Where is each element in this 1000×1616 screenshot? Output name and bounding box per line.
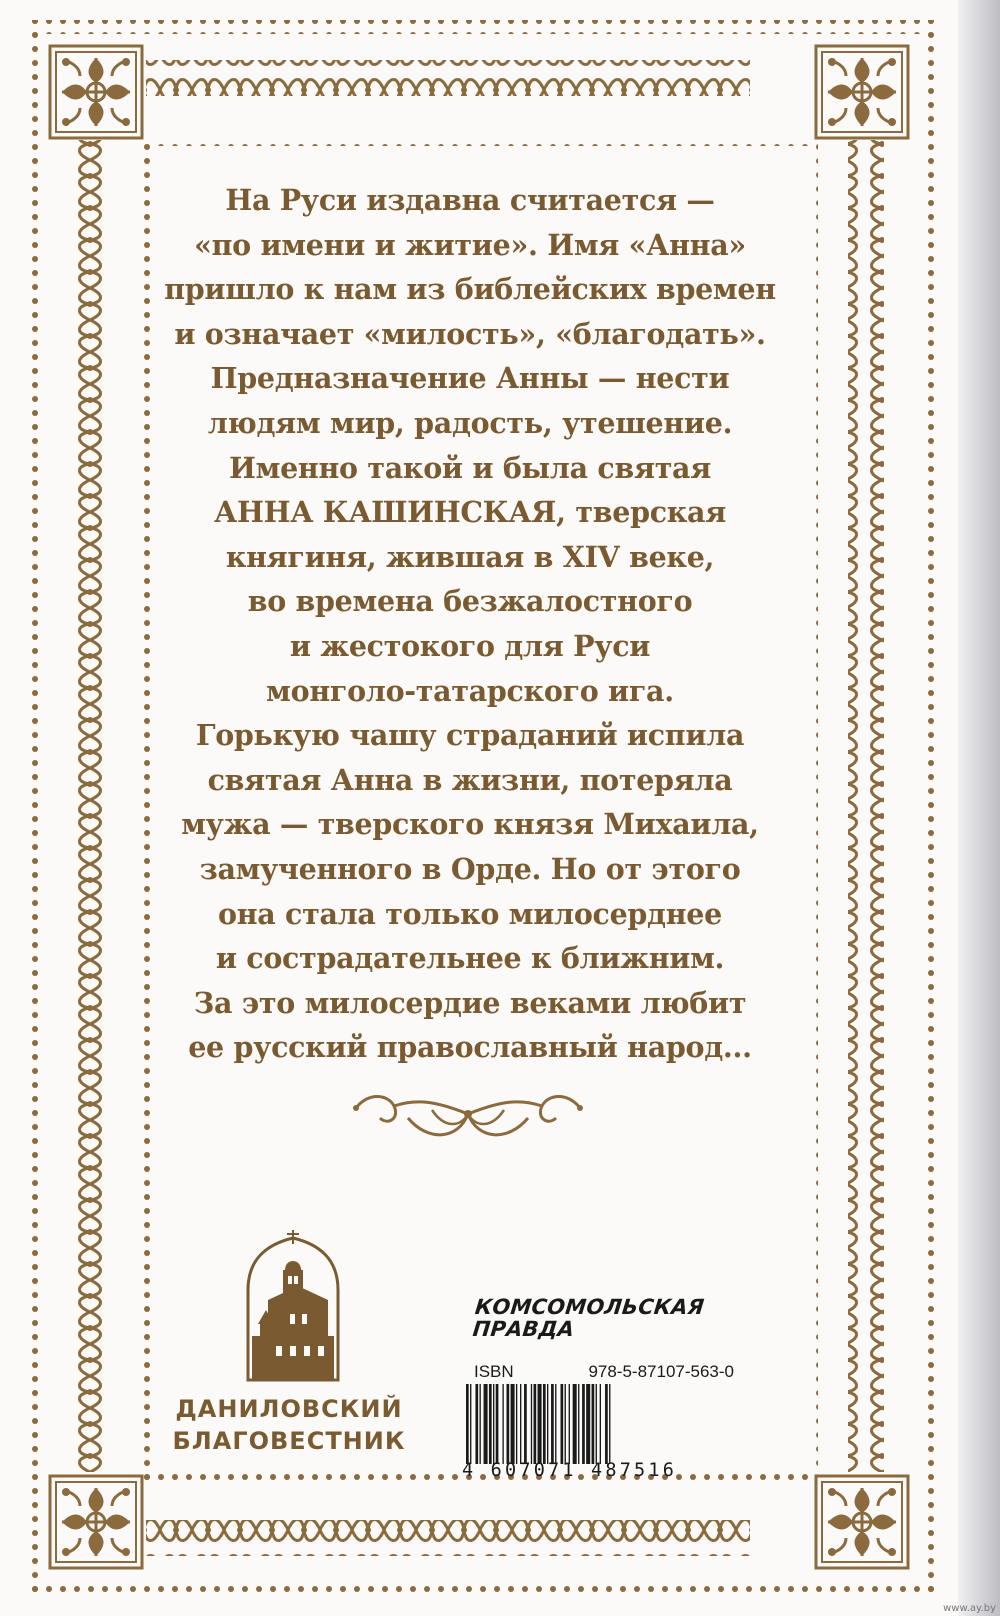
barcode-bar bbox=[582, 1384, 585, 1464]
barcode-digits: 4 607071 487516 bbox=[462, 1460, 678, 1481]
barcode-bar bbox=[547, 1384, 548, 1464]
barcode-bar bbox=[565, 1384, 566, 1464]
publisher-name-line2: БЛАГОВЕСТНИК bbox=[172, 1427, 406, 1455]
blurb-line: святая Анна в жизни, потеряла bbox=[207, 762, 733, 797]
blurb-line: и жестокого для Руси bbox=[289, 628, 651, 663]
partner-logo-line2: ПРАВДА bbox=[471, 1317, 576, 1341]
barcode-bar bbox=[569, 1384, 570, 1464]
barcode-bar bbox=[466, 1384, 469, 1464]
partner-logo bbox=[472, 1296, 737, 1340]
blurb-line: Именно такой и была святая bbox=[229, 450, 711, 485]
saint-name: АННА КАШИНСКАЯ bbox=[214, 495, 557, 530]
flourish-ornament bbox=[348, 1078, 588, 1150]
barcode-bar bbox=[511, 1384, 515, 1464]
publisher-name-line1: ДАНИЛОВСКИЙ bbox=[175, 1395, 403, 1423]
partner-logo-line1: КОМСОМОЛЬСКАЯ bbox=[473, 1295, 706, 1319]
barcode-bar bbox=[551, 1384, 554, 1464]
blurb-line: ее русский православный народ... bbox=[188, 1030, 752, 1065]
blurb-line: Предназначение Анны — нести bbox=[210, 361, 730, 396]
back-cover-blurb bbox=[150, 178, 790, 1070]
blurb-line: На Руси издавна считается — bbox=[225, 183, 715, 217]
barcode-bar bbox=[516, 1384, 517, 1464]
barcode-bar bbox=[484, 1384, 488, 1464]
barcode-bar bbox=[555, 1384, 556, 1464]
barcode-bar bbox=[543, 1384, 546, 1464]
blurb-line: и означает «милость», «благодать». bbox=[174, 316, 766, 351]
barcode-bar bbox=[578, 1384, 579, 1464]
barcode-bar bbox=[475, 1384, 478, 1464]
blurb-line: княгиня, жившая в XIV веке, bbox=[225, 539, 715, 574]
barcode-bar bbox=[489, 1384, 492, 1464]
barcode-bar bbox=[600, 1384, 601, 1464]
barcode-bar bbox=[609, 1384, 610, 1464]
blurb-line: Горькую чашу страданий испила bbox=[195, 718, 745, 753]
barcode-bar bbox=[586, 1384, 590, 1464]
isbn-number: 978-5-87107-563-0 bbox=[588, 1362, 734, 1381]
blurb-line: людям мир, радость, утешение. bbox=[207, 405, 733, 440]
barcode-bar bbox=[520, 1384, 521, 1464]
book-edge bbox=[958, 0, 1000, 1616]
blurb-line: она стала только милосерднее bbox=[218, 896, 722, 931]
barcode bbox=[462, 1384, 724, 1464]
barcode-bar bbox=[592, 1384, 595, 1464]
barcode-bar bbox=[507, 1384, 510, 1464]
publisher-logo-church-icon bbox=[238, 1230, 348, 1390]
blurb-line-with-name: АННА КАШИНСКАЯ, тверская bbox=[214, 495, 726, 530]
isbn bbox=[474, 1362, 734, 1382]
barcode-bar bbox=[561, 1384, 564, 1464]
barcode-bar bbox=[534, 1384, 537, 1464]
blurb-line: пришло к нам из библейских времен bbox=[164, 272, 776, 307]
barcode-bar bbox=[470, 1384, 471, 1464]
barcode-bar bbox=[502, 1384, 503, 1464]
blurb-line: и сострадательнее к ближним. bbox=[215, 941, 725, 976]
blurb-line: монголо-татарского ига. bbox=[266, 673, 674, 708]
barcode-bar bbox=[573, 1384, 577, 1464]
barcode-bar bbox=[496, 1384, 499, 1464]
publisher-name bbox=[155, 1393, 423, 1457]
barcode-bar bbox=[524, 1384, 527, 1464]
barcode-bar bbox=[596, 1384, 597, 1464]
blurb-line: мужа — тверского князя Михаила, bbox=[181, 807, 759, 842]
barcode-bar bbox=[531, 1384, 532, 1464]
blurb-line: За это милосердие веками любит bbox=[193, 985, 747, 1020]
barcode-bar bbox=[538, 1384, 542, 1464]
isbn-label: ISBN bbox=[474, 1362, 514, 1381]
watermark: www.ay.by bbox=[943, 1603, 996, 1614]
blurb-line: во времена безжалостного bbox=[247, 584, 693, 619]
barcode-bar bbox=[480, 1384, 481, 1464]
barcode-bar bbox=[605, 1384, 608, 1464]
blurb-line-tail: тверская bbox=[575, 495, 726, 530]
blurb-line: замученного в Орде. Но от этого bbox=[199, 851, 741, 886]
barcode-bar bbox=[493, 1384, 494, 1464]
blurb-line: «по имени и житие». Имя «Анна» bbox=[194, 227, 746, 262]
